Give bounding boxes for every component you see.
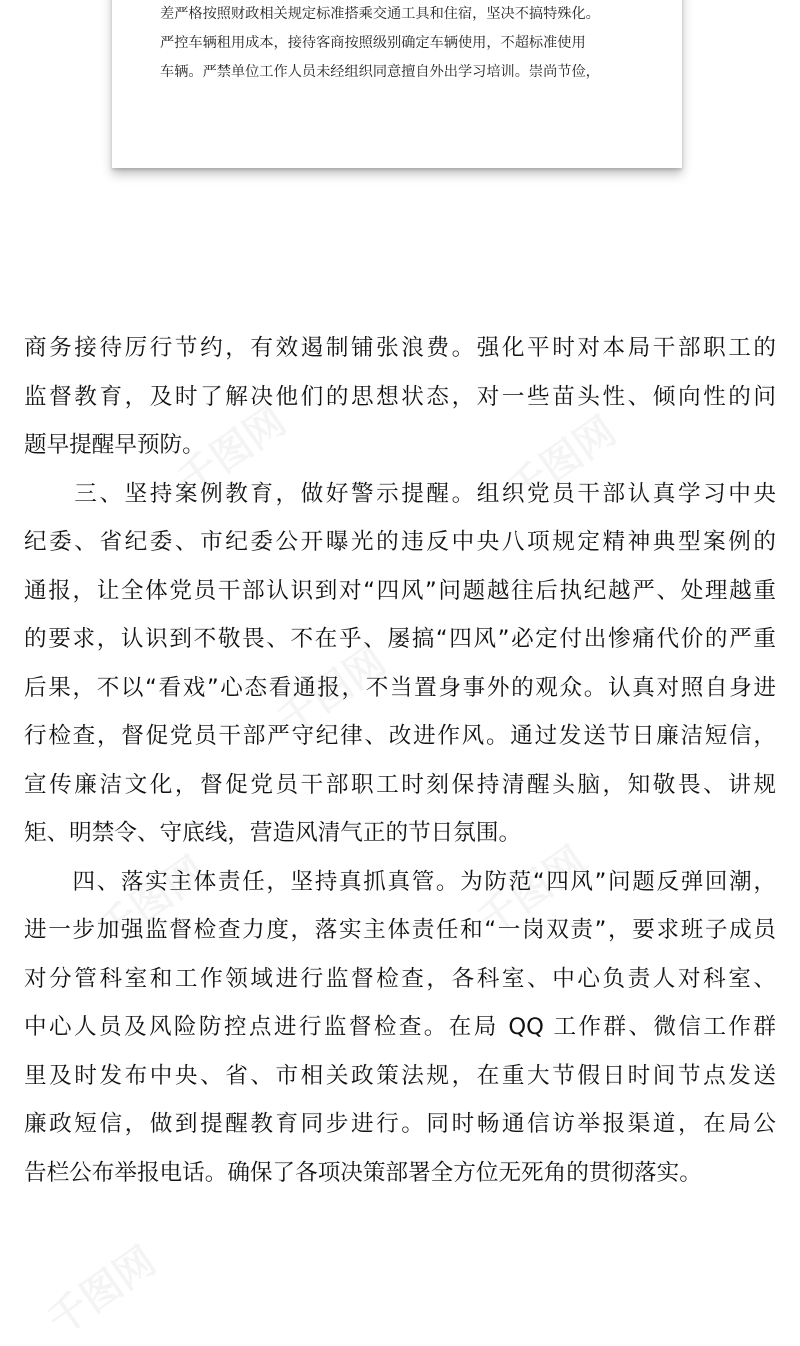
preview-card (112, 0, 682, 168)
text-line: 四、落实主体责任，坚持真抓真管。为防范“四风”问题反弹回潮， (24, 868, 776, 895)
preview-text (160, 0, 665, 87)
text-line: 题早提醒早预防。 (24, 432, 205, 458)
text-line: 监督教育，及时了解决他们的思想状态，对一些苗头性、倾向性的问 (24, 383, 776, 410)
text-line: 告栏公布举报电话。确保了各项决策部署全方位无死角的贯彻落实。 (24, 1159, 702, 1186)
text-line: 中心人员及风险防控点进行监督检查。在局 QQ 工作群、微信工作群 (24, 1014, 776, 1040)
watermark (35, 1231, 166, 1346)
document-body (24, 324, 776, 1197)
text-line: 行检查，督促党员干部严守纪律、改进作风。通过发送节日廉洁短信， (24, 723, 776, 749)
text-line: 的要求，认识到不敬畏、不在乎、屡搞“四风”必定付出惨痛代价的严重 (24, 626, 776, 652)
text-line: 三、坚持案例教育，做好警示提醒。组织党员干部认真学习中央 (24, 480, 776, 507)
preview-line: 严控车辆租用成本，接待客商按照级别确定车辆使用，不超标准使用 (160, 35, 586, 51)
text-line: 宣传廉洁文化，督促党员干部职工时刻保持清醒头脑，知敬畏、讲规 (24, 771, 776, 798)
text-line: 矩、明禁令、守底线，营造风清气正的节日氛围。 (24, 820, 522, 846)
text-line: 里及时发布中央、省、市相关政策法规，在重大节假日时间节点发送 (24, 1062, 776, 1089)
text-line: 商务接待厉行节约，有效遏制铺张浪费。强化平时对本局干部职工的 (24, 335, 776, 361)
text-line: 纪委、省纪委、市纪委公开曝光的违反中央八项规定精神典型案例的 (24, 529, 776, 555)
text-line: 对分管科室和工作领域进行监督检查，各科室、中心负责人对科室、 (24, 965, 776, 992)
text-line: 廉政短信，做到提醒教育同步进行。同时畅通信访举报渠道，在局公 (24, 1111, 776, 1137)
text-line: 通报，让全体党员干部认识到对“四风”问题越往后执纪越严、处理越重 (24, 577, 776, 604)
preview-line: 车辆。严禁单位工作人员未经组织同意擅自外出学习培训。崇尚节俭， (160, 64, 600, 80)
text-line: 后果，不以“看戏”心态看通报，不当置身事外的观众。认真对照自身进 (24, 674, 776, 701)
text-line: 进一步加强监督检查力度，落实主体责任和“一岗双责”，要求班子成员 (24, 917, 776, 943)
preview-line: 差严格按照财政相关规定标准搭乘交通工具和住宿，坚决不搞特殊化。 (160, 6, 600, 22)
